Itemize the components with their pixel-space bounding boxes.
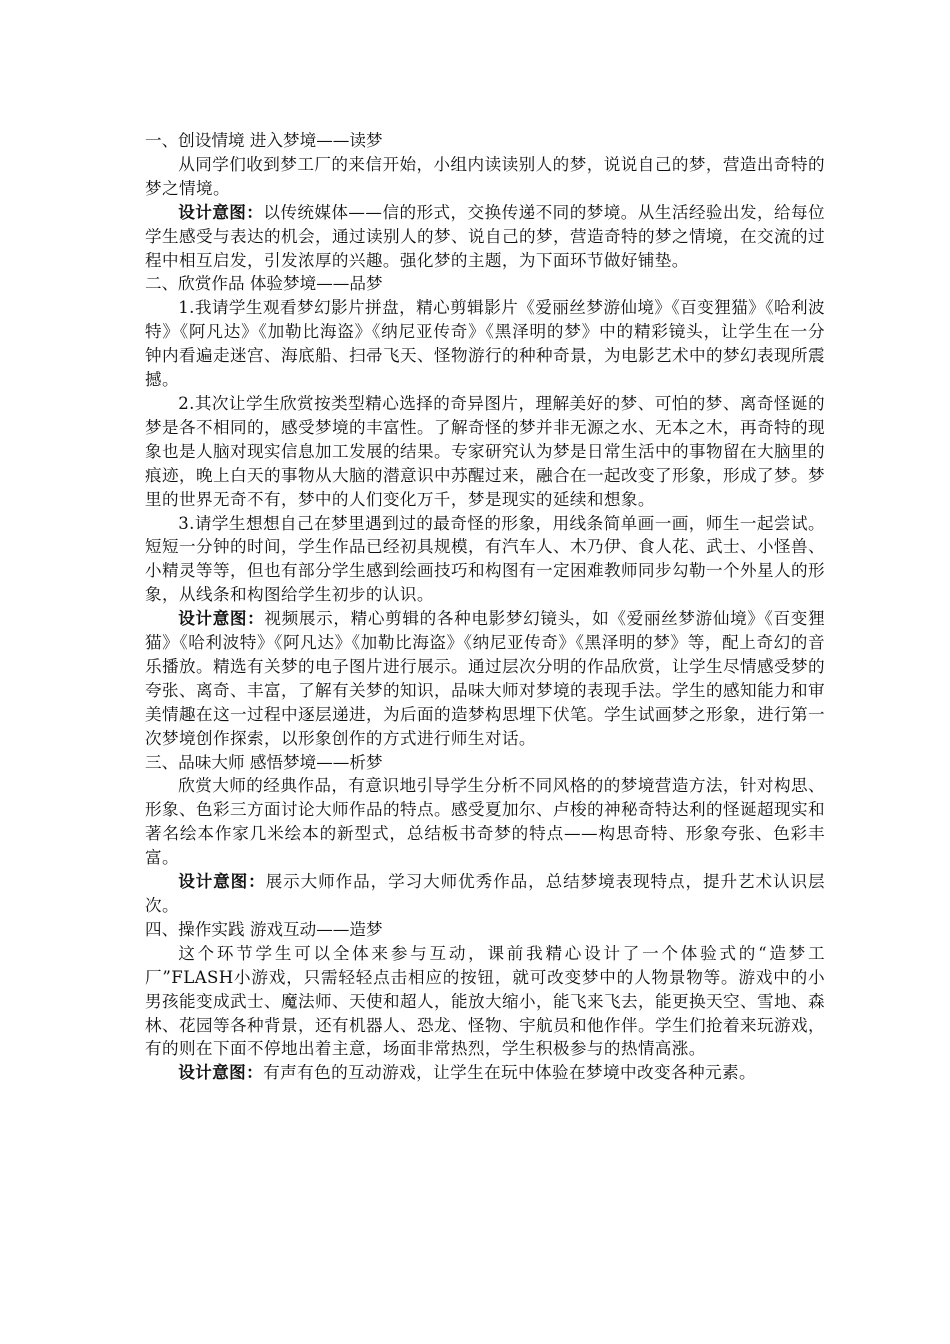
body-paragraph: 1.我请学生观看梦幻影片拼盘，精心剪辑影片《爱丽丝梦游仙境》《百变狸猫》《哈利波特》《阿凡达》《加勒比海盗》《纳尼亚传奇》《黑泽明的梦》中的精彩镜头，让学生在一分钟内看遍走迷宫、海底船、扫帚飞天、怪物游行的种种奇景，为电影艺术中的梦幻表现所震撼。 bbox=[145, 298, 825, 390]
body-paragraph: 3.请学生想想自己在梦里遇到过的最奇怪的形象，用线条简单画一画，师生一起尝试。短短一分钟的时间，学生作品已经初具规模，有汽车人、木乃伊、食人花、武士、小怪兽、小精灵等等，但也有部分学生感到绘画技巧和构图有一定困难教师同步勾勒一个外星人的形象，从线条和构图给学生初步的认识。 bbox=[145, 513, 825, 605]
design-intent-text: 展示大师作品，学习大师优秀作品，总结梦境表现特点，提升艺术认识层次。 bbox=[145, 872, 825, 915]
design-intent-text: 视频展示，精心剪辑的各种电影梦幻镜头，如《爱丽丝梦游仙境》《百变狸猫》《哈利波特》《阿凡达》《加勒比海盗》《纳尼亚传奇》《黑泽明的梦》等，配上奇幻的音乐播放。精选有关梦的电子图片进行展示。通过层次分明的作品欣赏，让学生尽情感受梦的夸张、离奇、丰富，了解有关梦的知识，品味大师对梦境的表现手法。学生的感知能力和审美情趣在这一过程中逐层递进，为后面的造梦构思埋下伏笔。学生试画梦之形象，进行第一次梦境创作探索，以形象创作的方式进行师生对话。 bbox=[145, 609, 825, 748]
design-intent-paragraph bbox=[145, 201, 825, 273]
document-page bbox=[145, 129, 825, 1085]
section-heading: 四、操作实践 游戏互动——造梦 bbox=[145, 919, 383, 939]
design-intent-label: 设计意图： bbox=[178, 608, 265, 629]
design-intent-text: 有声有色的互动游戏，让学生在玩中体验在梦境中改变各种元素。 bbox=[263, 1063, 756, 1083]
design-intent-paragraph bbox=[145, 607, 825, 750]
section-heading: 一、创设情境 进入梦境——读梦 bbox=[145, 131, 383, 150]
design-intent-paragraph bbox=[145, 870, 825, 918]
design-intent-paragraph bbox=[145, 1061, 825, 1085]
section-heading: 三、品味大师 感悟梦境——析梦 bbox=[145, 752, 383, 772]
design-intent-label: 设计意图： bbox=[178, 201, 264, 222]
design-intent-text: 以传统媒体——信的形式，交换传递不同的梦境。从生活经验出发，给每位学生感受与表达的机会，通过读别人的梦、说自己的梦，营造奇特的梦之情境，在交流的过程中相互启发，引发浓厚的兴趣。强化梦的主题，为下面环节做好铺垫。 bbox=[145, 202, 826, 270]
body-paragraph: 从同学们收到梦工厂的来信开始，小组内读读别人的梦，说说自己的梦，营造出奇特的梦之情境。 bbox=[145, 154, 825, 198]
body-paragraph: 2.其次让学生欣赏按类型精心选择的奇异图片，理解美好的梦、可怕的梦、离奇怪诞的梦是各不相同的，感受梦境的丰富性。了解奇怪的梦并非无源之水、无本之木，再奇特的现象也是人脑对现实信息加工发展的结果。专家研究认为梦是日常生活中的事物留在大脑里的痕迹，晚上白天的事物从大脑的潜意识中苏醒过来，融合在一起改变了形象，形成了梦。梦里的世界无奇不有，梦中的人们变化万千，梦是现实的延续和想象。 bbox=[145, 393, 825, 509]
section-heading: 二、欣赏作品 体验梦境——品梦 bbox=[145, 274, 383, 294]
design-intent-label: 设计意图： bbox=[178, 1062, 264, 1083]
design-intent-label: 设计意图： bbox=[178, 871, 266, 892]
body-paragraph: 欣赏大师的经典作品，有意识地引导学生分析不同风格的的梦境营造方法，针对构思、形象、色彩三方面讨论大师作品的特点。感受夏加尔、卢梭的神秘奇特达利的怪诞超现实和著名绘本作家几米绘本的新型式，总结板书奇梦的特点——构思奇特、形象夸张、色彩丰富。 bbox=[145, 776, 825, 868]
body-paragraph: 这个环节学生可以全体来参与互动，课前我精心设计了一个体验式的“造梦工厂”FLASH小游戏，只需轻轻点击相应的按钮，就可改变梦中的人物景物等。游戏中的小男孩能变成武士、魔法师、天使和超人，能放大缩小，能飞来飞去，能更换天空、雪地、森林、花园等各种背景，还有机器人、恐龙、怪物、宇航员和他作伴。学生们抢着来玩游戏，有的则在下面不停地出着主意，场面非常热烈，学生积极参与的热情高涨。 bbox=[145, 943, 825, 1059]
